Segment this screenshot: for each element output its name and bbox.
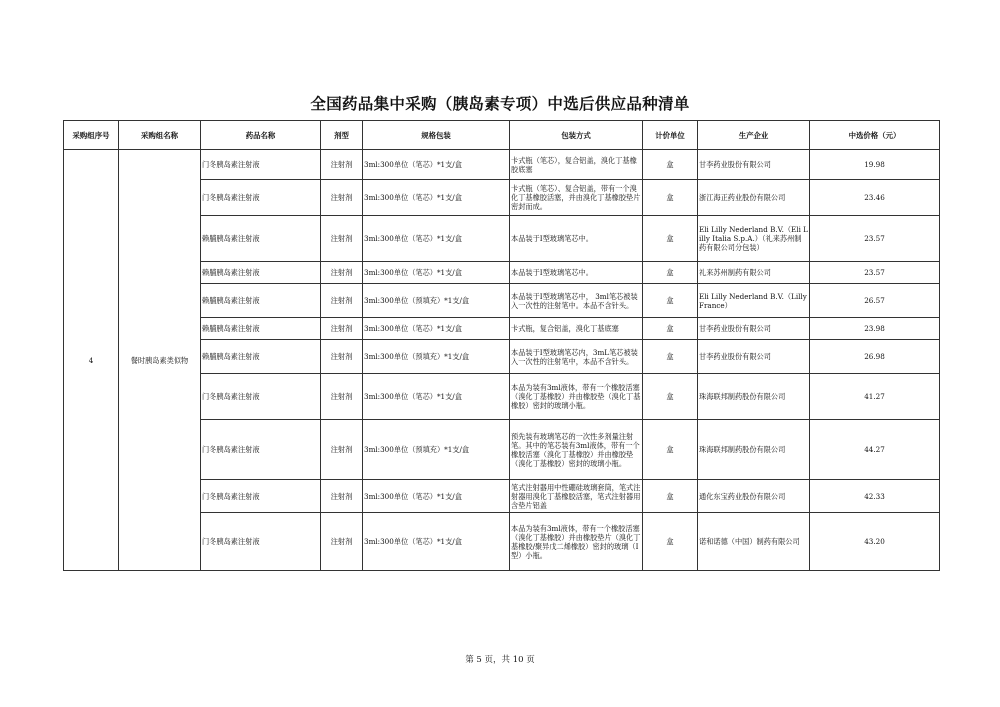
spec-cell: 3ml:300单位（笔芯）*1支/盒 <box>363 216 510 262</box>
packaging-cell: 卡式瓶（笔芯），复合铝盖，溴化丁基橡胶底塞 <box>510 150 643 180</box>
price-cell: 44.27 <box>810 420 940 480</box>
drug-name-cell: 门冬胰岛素注射液 <box>201 420 321 480</box>
packaging-cell: 本品为装有3ml液体，带有一个橡胶活塞（溴化丁基橡胶）并由橡胶垫（溴化丁基橡胶）密封的玻璃小瓶。 <box>510 374 643 420</box>
manufacturer-cell: Eli Lilly Nederland B.V.（Lilly France） <box>698 284 810 318</box>
page-title: 全国药品集中采购（胰岛素专项）中选后供应品种清单 <box>310 95 690 113</box>
spec-cell: 3ml:300单位（预填充）*1支/盒 <box>363 420 510 480</box>
spec-cell: 3ml:300单位（笔芯）*1支/盒 <box>363 262 510 284</box>
packaging-cell: 本品装于Ⅰ型玻璃笔芯内，3mL笔芯被装入一次性的注射笔中，本品不含针头。 <box>510 340 643 374</box>
packaging-cell: 本品装于Ⅰ型玻璃笔芯中。 <box>510 216 643 262</box>
header-packaging: 包装方式 <box>510 121 643 150</box>
spec-cell: 3ml:300单位（笔芯）*1支/盒 <box>363 480 510 513</box>
packaging-cell: 卡式瓶（笔芯）、复合铝盖，带有一个溴化丁基橡胶活塞，并由溴化丁基橡胶垫片密封而成。 <box>510 180 643 216</box>
manufacturer-cell: 浙江海正药业股份有限公司 <box>698 180 810 216</box>
price-cell: 26.57 <box>810 284 940 318</box>
spec-cell: 3ml:300单位（笔芯）*1支/盒 <box>363 513 510 571</box>
drug-list-table <box>63 120 940 571</box>
unit-cell: 盒 <box>643 513 698 571</box>
manufacturer-cell: 甘李药业股份有限公司 <box>698 150 810 180</box>
unit-cell: 盒 <box>643 318 698 340</box>
manufacturer-cell: 珠海联邦制药股份有限公司 <box>698 374 810 420</box>
price-cell: 23.57 <box>810 262 940 284</box>
packaging-cell: 本品装于Ⅰ型玻璃笔芯中， 3ml笔芯被装入一次性的注射笔中。本品不含针头。 <box>510 284 643 318</box>
header-group-no: 采购组序号 <box>64 121 119 150</box>
header-drug-name: 药品名称 <box>201 121 321 150</box>
header-manufacturer: 生产企业 <box>698 121 810 150</box>
price-cell: 23.46 <box>810 180 940 216</box>
dosage-form-cell: 注射剂 <box>321 480 363 513</box>
manufacturer-cell: 甘李药业股份有限公司 <box>698 340 810 374</box>
packaging-cell: 笔式注射器用中性硼硅玻璃套筒，笔式注射器用溴化丁基橡胶活塞，笔式注射器用含垫片铝盖 <box>510 480 643 513</box>
spec-cell: 3ml:300单位（预填充）*1支/盒 <box>363 284 510 318</box>
manufacturer-cell: 通化东宝药业股份有限公司 <box>698 480 810 513</box>
dosage-form-cell: 注射剂 <box>321 262 363 284</box>
price-cell: 43.20 <box>810 513 940 571</box>
dosage-form-cell: 注射剂 <box>321 284 363 318</box>
header-spec: 规格包装 <box>363 121 510 150</box>
unit-cell: 盒 <box>643 216 698 262</box>
dosage-form-cell: 注射剂 <box>321 374 363 420</box>
manufacturer-cell: 礼来苏州制药有限公司 <box>698 262 810 284</box>
drug-name-cell: 赖脯胰岛素注射液 <box>201 284 321 318</box>
spec-cell: 3ml:300单位（笔芯）*1支/盒 <box>363 374 510 420</box>
unit-cell: 盒 <box>643 340 698 374</box>
drug-name-cell: 赖脯胰岛素注射液 <box>201 340 321 374</box>
header-group-name: 采购组名称 <box>119 121 201 150</box>
header-dosage-form: 剂型 <box>321 121 363 150</box>
unit-cell: 盒 <box>643 374 698 420</box>
drug-name-cell: 赖脯胰岛素注射液 <box>201 262 321 284</box>
unit-cell: 盒 <box>643 284 698 318</box>
drug-name-cell: 门冬胰岛素注射液 <box>201 374 321 420</box>
unit-cell: 盒 <box>643 180 698 216</box>
price-cell: 42.33 <box>810 480 940 513</box>
dosage-form-cell: 注射剂 <box>321 340 363 374</box>
drug-name-cell: 门冬胰岛素注射液 <box>201 513 321 571</box>
price-cell: 23.57 <box>810 216 940 262</box>
dosage-form-cell: 注射剂 <box>321 513 363 571</box>
price-cell: 26.98 <box>810 340 940 374</box>
page-footer: 第 5 页，共 10 页 <box>465 655 535 665</box>
unit-cell: 盒 <box>643 480 698 513</box>
packaging-cell: 本品为装有3ml液体，带有一个橡胶活塞（溴化丁基橡胶）并由橡胶垫片（溴化丁基橡胶/聚异戊二烯橡胶）密封的玻璃（Ⅰ型）小瓶。 <box>510 513 643 571</box>
manufacturer-cell: Eli Lilly Nederland B.V.（Eli Lilly Italia S.p.A.）（礼来苏州制药有限公司分包装） <box>698 216 810 262</box>
manufacturer-cell: 珠海联邦制药股份有限公司 <box>698 420 810 480</box>
price-cell: 19.98 <box>810 150 940 180</box>
packaging-cell: 卡式瓶，复合铝盖，溴化丁基底塞 <box>510 318 643 340</box>
header-row <box>64 121 940 150</box>
header-price: 中选价格（元） <box>810 121 940 150</box>
group-number-cell: 4 <box>64 150 119 571</box>
spec-cell: 3ml:300单位（笔芯）*1支/盒 <box>363 180 510 216</box>
dosage-form-cell: 注射剂 <box>321 420 363 480</box>
drug-name-cell: 门冬胰岛素注射液 <box>201 480 321 513</box>
price-cell: 41.27 <box>810 374 940 420</box>
unit-cell: 盒 <box>643 420 698 480</box>
manufacturer-cell: 诺和诺德（中国）制药有限公司 <box>698 513 810 571</box>
drug-name-cell: 门冬胰岛素注射液 <box>201 180 321 216</box>
spec-cell: 3ml:300单位（笔芯）*1支/盒 <box>363 318 510 340</box>
drug-name-cell: 赖脯胰岛素注射液 <box>201 216 321 262</box>
spec-cell: 3ml:300单位（笔芯）*1支/盒 <box>363 150 510 180</box>
group-name-cell: 餐时胰岛素类似物 <box>119 150 201 571</box>
drug-name-cell: 门冬胰岛素注射液 <box>201 150 321 180</box>
dosage-form-cell: 注射剂 <box>321 216 363 262</box>
packaging-cell: 本品装于Ⅰ型玻璃笔芯中。 <box>510 262 643 284</box>
unit-cell: 盒 <box>643 262 698 284</box>
table-row <box>64 150 940 180</box>
unit-cell: 盒 <box>643 150 698 180</box>
price-cell: 23.98 <box>810 318 940 340</box>
spec-cell: 3ml:300单位（预填充）*1支/盒 <box>363 340 510 374</box>
drug-name-cell: 赖脯胰岛素注射液 <box>201 318 321 340</box>
manufacturer-cell: 甘李药业股份有限公司 <box>698 318 810 340</box>
dosage-form-cell: 注射剂 <box>321 180 363 216</box>
dosage-form-cell: 注射剂 <box>321 318 363 340</box>
dosage-form-cell: 注射剂 <box>321 150 363 180</box>
packaging-cell: 预先装有玻璃笔芯的一次性多剂量注射笔。其中的笔芯装有3ml液体，带有一个橡胶活塞（溴化丁基橡胶）并由橡胶垫（溴化丁基橡胶）密封的玻璃小瓶。 <box>510 420 643 480</box>
header-unit: 计价单位 <box>643 121 698 150</box>
